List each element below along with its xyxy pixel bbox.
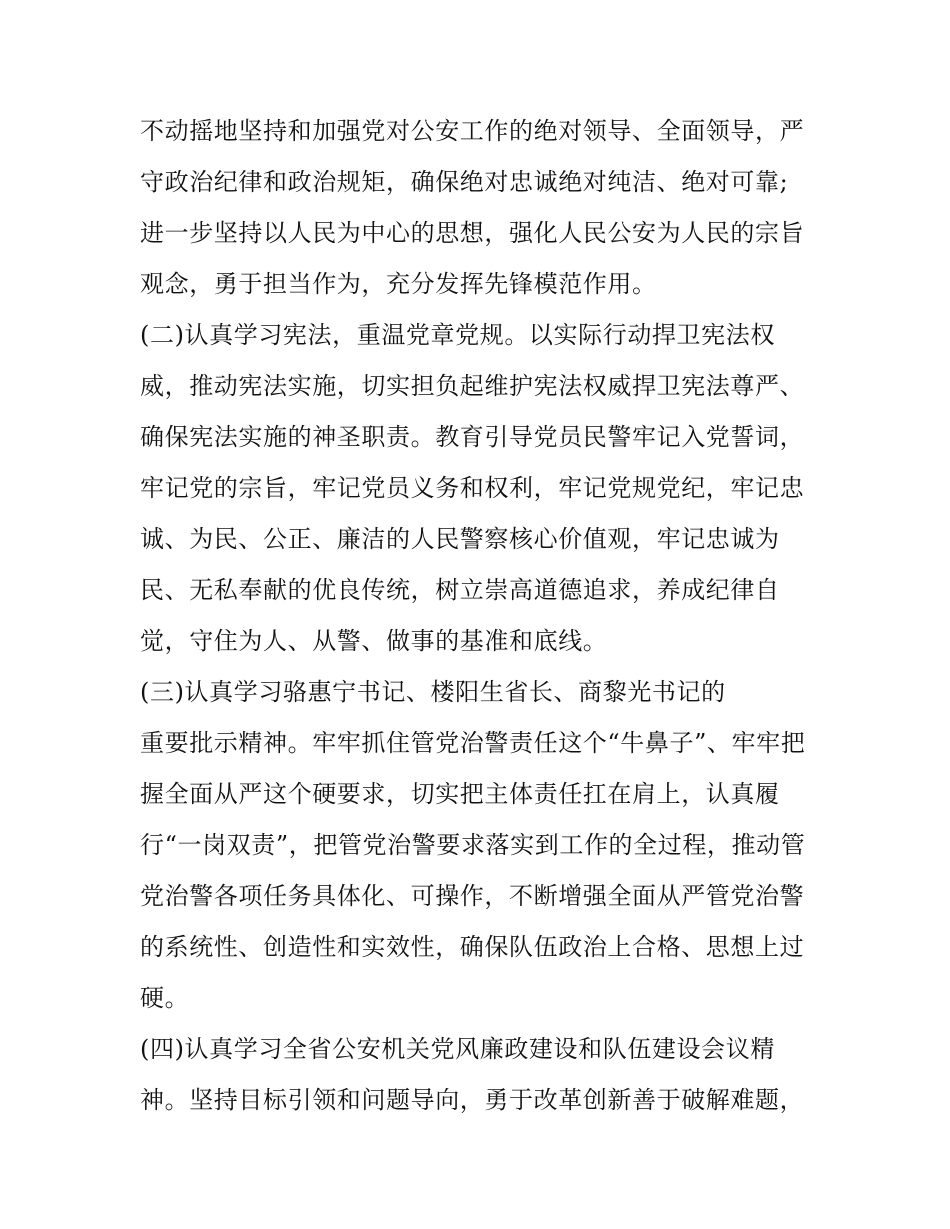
section-heading-3: (三)认真学习骆惠宁书记、楼阳生省长、商黎光书记的 [140,678,726,706]
text-line: 党治警各项任务具体化、可操作，不断增强全面从严管党治警 [140,882,805,910]
text-line: 诚、为民、公正、廉洁的人民警察核心价值观，牢记忠诚为 [140,525,780,553]
section-heading-2: (二)认真学习宪法，重温党章党规。以实际行动捍卫宪法权 [140,321,775,349]
text-line: 观念，勇于担当作为，充分发挥先锋模范作用。 [140,270,657,298]
text-line: 觉，守住为人、从警、做事的基准和底线。 [140,627,608,655]
text-line: 行“一岗双责”，把管党治警要求落实到工作的全过程，推动管 [140,831,806,859]
text-line: 进一步坚持以人民为中心的思想，强化人民公安为人民的宗旨 [140,219,805,247]
text-line: 握全面从严这个硬要求，切实把主体责任扛在肩上，认真履 [140,780,780,808]
text-line: 威，推动宪法实施，切实担负起维护宪法权威捍卫宪法尊严、 [140,372,805,400]
body-text [140,106,820,1126]
text-line: 不动摇地坚持和加强党对公安工作的绝对领导、全面领导，严 [140,117,805,145]
section-heading-4: (四)认真学习全省公安机关党风廉政建设和队伍建设会议精 [140,1035,775,1063]
text-line: 牢记党的宗旨，牢记党员义务和权利，牢记党规党纪，牢记忠 [140,474,805,502]
text-line: 确保宪法实施的神圣职责。教育引导党员民警牢记入党誓词， [140,423,805,451]
text-line: 硬。 [140,984,190,1012]
text-line: 神。坚持目标引领和问题导向，勇于改革创新善于破解难题， [140,1086,805,1114]
text-line: 守政治纪律和政治规矩，确保绝对忠诚绝对纯洁、绝对可靠; [140,168,789,196]
text-line: 重要批示精神。牢牢抓住管党治警责任这个“牛鼻子”、牢牢把 [140,729,806,757]
text-line: 民、无私奉献的优良传统，树立崇高道德追求，养成纪律自 [140,576,780,604]
text-line: 的系统性、创造性和实效性，确保队伍政治上合格、思想上过 [140,933,805,961]
